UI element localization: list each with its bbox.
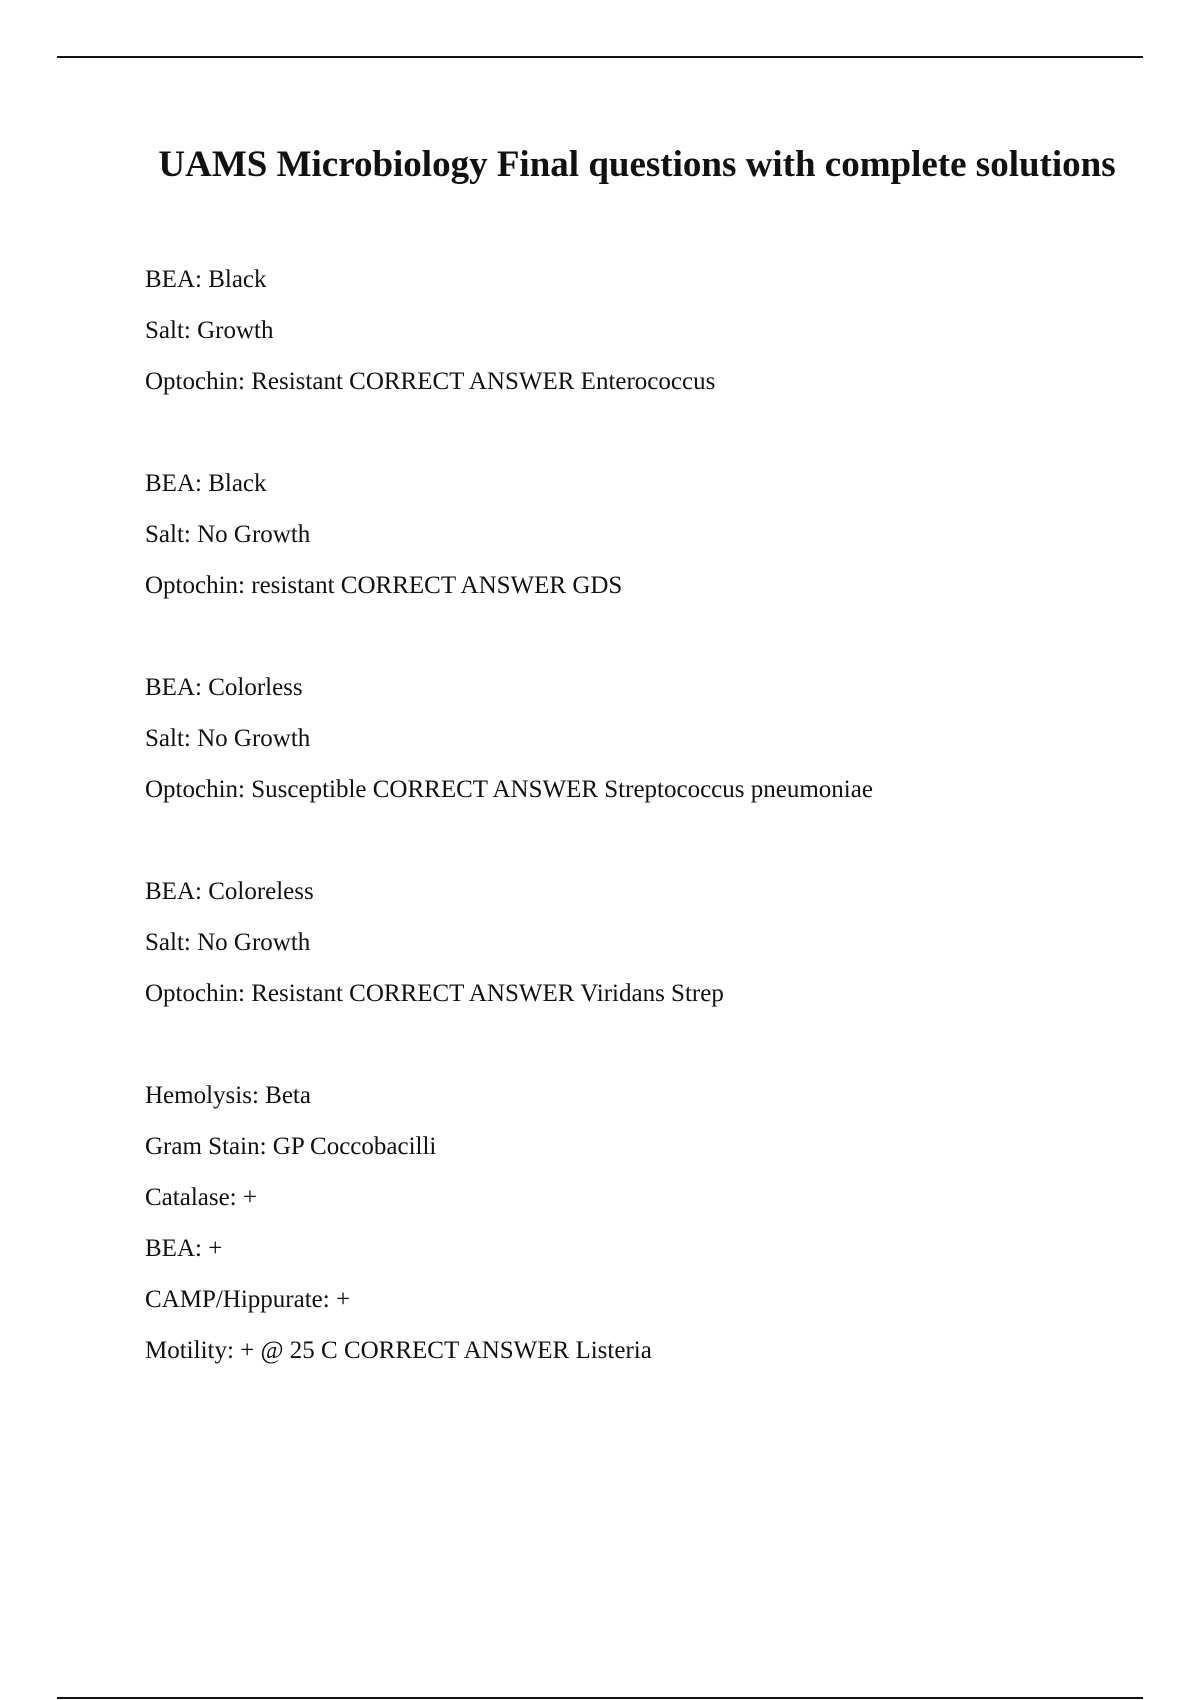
question-line: Salt: No Growth — [145, 929, 311, 956]
page-title: UAMS Microbiology Final questions with complete solutions — [158, 144, 1116, 185]
bottom-divider — [57, 1697, 1143, 1699]
question-line: BEA: Black — [145, 266, 267, 293]
question-line: Salt: Growth — [145, 317, 274, 344]
answer-line: Motility: + @ 25 C CORRECT ANSWER Listeria — [145, 1337, 652, 1364]
question-block — [145, 1070, 1145, 1376]
question-line: Salt: No Growth — [145, 725, 311, 752]
question-block — [145, 866, 1145, 1019]
question-block — [145, 662, 1145, 815]
question-block — [145, 458, 1145, 611]
answer-line: Optochin: Resistant CORRECT ANSWER Viridans Strep — [145, 980, 724, 1007]
top-divider — [57, 56, 1143, 58]
question-line: BEA: Colorless — [145, 674, 303, 701]
answer-line: Optochin: Resistant CORRECT ANSWER Enterococcus — [145, 368, 716, 395]
question-line: BEA: + — [145, 1235, 223, 1262]
question-line: Gram Stain: GP Coccobacilli — [145, 1133, 437, 1160]
question-line: Catalase: + — [145, 1184, 257, 1211]
question-block — [145, 254, 1145, 407]
question-list — [145, 254, 1145, 1427]
question-line: CAMP/Hippurate: + — [145, 1286, 351, 1313]
answer-line: Optochin: Susceptible CORRECT ANSWER Streptococcus pneumoniae — [145, 776, 873, 803]
question-line: Hemolysis: Beta — [145, 1082, 311, 1109]
answer-line: Optochin: resistant CORRECT ANSWER GDS — [145, 572, 623, 599]
question-line: BEA: Black — [145, 470, 267, 497]
question-line: BEA: Coloreless — [145, 878, 314, 905]
question-line: Salt: No Growth — [145, 521, 311, 548]
